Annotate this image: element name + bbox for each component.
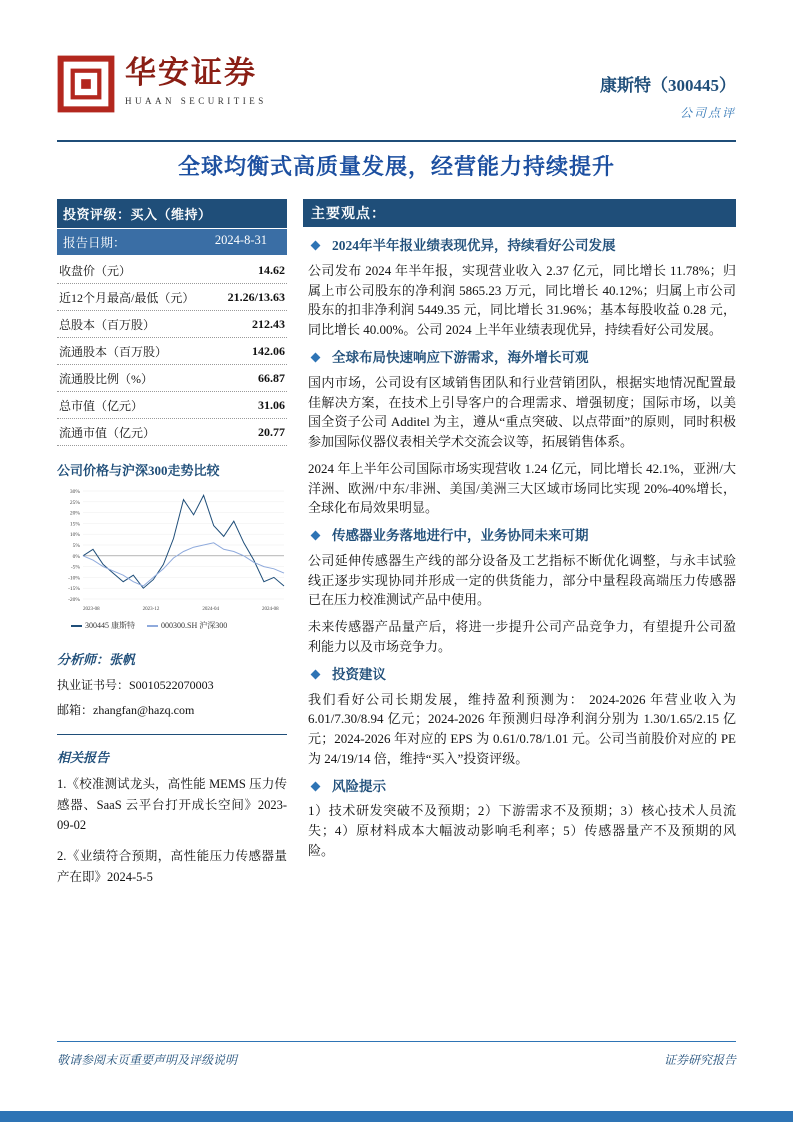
huaan-logo — [57, 55, 267, 113]
stat-value: 14.62 — [258, 263, 285, 277]
bottom-strip — [0, 1111, 793, 1122]
stat-value: 66.87 — [258, 371, 285, 385]
stat-label: 收盘价（元） — [59, 264, 132, 278]
section-heading — [303, 237, 736, 256]
section-heading — [303, 527, 736, 546]
header-divider — [57, 140, 736, 142]
brand-name-en: HUAAN SECURITIES — [125, 95, 267, 106]
svg-text:5%: 5% — [72, 543, 80, 549]
footer-disclaimer: 敬请参阅末页重要声明及评级说明 — [57, 1053, 238, 1067]
section-heading-text: 全球布局快速响应下游需求，海外增长可观 — [332, 349, 589, 365]
related-report-item: 1.《校准测试龙头，高性能 MEMS 压力传感器、SaaS 云平台打开成长空间》2023-09-02 — [57, 777, 287, 833]
body-paragraph: 1）技术研发突破不及预期；2）下游需求不及预期；3）核心技术人员流失；4）原材料成本大幅波动影响毛利率；5）传感器量产不及预期的风险。 — [308, 803, 736, 858]
stat-row — [57, 257, 287, 284]
svg-text:20%: 20% — [69, 510, 80, 517]
sidebar — [57, 199, 287, 897]
stock-name: 康斯特（300445） — [600, 76, 736, 95]
section-heading — [303, 778, 736, 797]
related-divider — [57, 734, 287, 735]
report-date-label: 报告日期： — [63, 236, 126, 250]
section-heading-text: 风险提示 — [332, 778, 386, 794]
legend-label: 300445 康斯特 — [85, 621, 135, 630]
svg-text:2024-04: 2024-04 — [202, 607, 220, 612]
stat-value: 142.06 — [252, 344, 285, 358]
brand-name-cn: 华安证券 — [125, 55, 257, 90]
section-heading-text: 2024年半年报业绩表现优异，持续看好公司发展 — [332, 238, 616, 253]
main-section-bar: 主要观点： — [303, 199, 736, 227]
bullet-diamond-icon — [311, 241, 321, 251]
svg-text:-15%: -15% — [68, 586, 80, 593]
stat-row — [57, 284, 287, 311]
footer-report-category: 证券研究报告 — [663, 1053, 736, 1067]
body-paragraph: 未来传感器产品量产后，将进一步提升公司产品竞争力，有望提升公司盈利能力以及市场竞争力。 — [308, 619, 736, 654]
section-heading-text: 投资建议 — [332, 666, 386, 682]
analyst-email: 邮箱：zhangfan@hazq.com — [57, 703, 195, 717]
stat-label: 流通股比例（%） — [59, 372, 153, 386]
stat-row — [57, 392, 287, 419]
stat-row — [57, 338, 287, 365]
related-reports-list — [57, 774, 287, 887]
svg-text:0%: 0% — [72, 553, 80, 560]
related-report-item: 2.《业绩符合预期，高性能压力传感器量产在即》2024-5-5 — [57, 848, 287, 884]
svg-text:-10%: -10% — [68, 575, 80, 582]
brand-block — [125, 55, 267, 106]
legend-swatch — [147, 625, 158, 627]
body-paragraph: 国内市场，公司设有区域销售团队和行业营销团队，根据实地情况配置最佳解决方案，在技术上引导客户的合理需求、增强韧度；国际市场，以美国全资子公司 Additel 为主，遵从“重点突破、以点带面”的原则，同时积极参加国际仪器仪表相关学术交流会议等，拓展销售体系。 — [308, 374, 736, 450]
legend-item — [71, 620, 135, 631]
stat-label: 近12个月最高/最低（元） — [59, 291, 195, 305]
footer-divider — [57, 1041, 736, 1042]
stats-table — [57, 257, 287, 446]
footer — [57, 1051, 736, 1068]
bullet-diamond-icon — [311, 781, 321, 791]
header — [57, 55, 736, 121]
price-comparison-chart — [57, 485, 287, 620]
svg-text:-5%: -5% — [70, 564, 80, 571]
bullet-diamond-icon — [311, 531, 321, 541]
stat-row — [57, 419, 287, 446]
svg-text:25%: 25% — [69, 499, 80, 506]
related-reports-title: 相关报告 — [57, 750, 110, 765]
section-heading — [303, 666, 736, 685]
report-title: 全球均衡式高质量发展，经营能力持续提升 — [177, 154, 615, 179]
legend-item — [147, 620, 227, 631]
analyst-name: 分析师：张帆 — [57, 652, 136, 667]
stat-label: 总股本（百万股） — [59, 318, 156, 332]
svg-text:10%: 10% — [69, 532, 80, 539]
svg-text:30%: 30% — [69, 489, 80, 495]
body-paragraph: 公司发布 2024 年半年报，实现营业收入 2.37 亿元，同比增长 11.78%；归属上市公司股东的净利润 5865.23 万元，同比增长 40.12%；归属上市公司股东的扣非净利润 5449.35 元，同比增长 31.96%；基本每股收益 0.28 元，同比增长 40.00%。公司 2024 上半年业绩表现优异，持续看好公司发展。 — [308, 262, 736, 338]
stat-value: 21.26/13.63 — [227, 290, 285, 304]
header-right — [600, 71, 736, 121]
analyst-block — [57, 649, 287, 718]
huaan-seal-icon — [57, 55, 115, 113]
svg-text:2023-08: 2023-08 — [83, 607, 100, 612]
report-type-label: 公司点评 — [679, 106, 736, 120]
report-date-value: 2024-8-31 — [214, 233, 267, 247]
chart-title: 公司价格与沪深300走势比较 — [57, 463, 220, 478]
report-date-bar — [57, 229, 287, 255]
analyst-cert-number: 执业证书号：S0010522070003 — [57, 678, 214, 692]
stat-row — [57, 311, 287, 338]
chart-legend — [57, 620, 287, 631]
stat-value: 212.43 — [252, 317, 285, 331]
stat-label: 流通市值（亿元） — [59, 426, 156, 440]
body-paragraph: 2024 年上半年公司国际市场实现营收 1.24 亿元，同比增长 42.1%，亚洲/大洋洲、欧洲/中东/非洲、美国/美洲三大区域市场同比实现 20%-40%增长，全球化布局效果明显。 — [308, 460, 736, 516]
stat-row — [57, 365, 287, 392]
body-paragraph: 公司延伸传感器生产线的部分设备及工艺指标不断优化调整，与永丰试验线正逐步实现协同并形成一定的供货能力，部分中量程段高端压力传感器已在压力校准测试产品中使用。 — [308, 552, 736, 608]
svg-text:15%: 15% — [69, 521, 80, 528]
section-heading-text: 传感器业务落地进行中，业务协同未来可期 — [332, 528, 589, 544]
main-blocks — [303, 237, 736, 861]
section-heading — [303, 349, 736, 368]
svg-text:2024-08: 2024-08 — [262, 607, 279, 612]
body-paragraph: 我们看好公司长期发展，维持盈利预测为： 2024-2026 年营业收入为 6.01/7.30/8.94 亿元；2024-2026 年预测归母净利润分别为 1.30/1.65/2.15 亿元；2024-2026 年对应的 EPS 为 0.61/0.78/1.01 元。公司当前股价对应的 PE 为 24/19/14 倍，维持“买入”投资评级。 — [308, 691, 736, 766]
rating-bar: 投资评级：买入（维持） — [57, 199, 287, 228]
legend-label: 000300.SH 沪深300 — [161, 621, 228, 630]
bullet-diamond-icon — [311, 669, 321, 679]
stat-value: 20.77 — [258, 425, 285, 439]
stat-label: 流通股本（百万股） — [59, 345, 168, 359]
svg-text:-20%: -20% — [68, 597, 80, 603]
legend-swatch — [71, 625, 82, 627]
stat-label: 总市值（亿元） — [59, 399, 144, 413]
svg-text:2023-12: 2023-12 — [142, 607, 160, 612]
stat-value: 31.06 — [258, 398, 285, 412]
bullet-diamond-icon — [311, 352, 321, 362]
main-content — [303, 199, 736, 868]
